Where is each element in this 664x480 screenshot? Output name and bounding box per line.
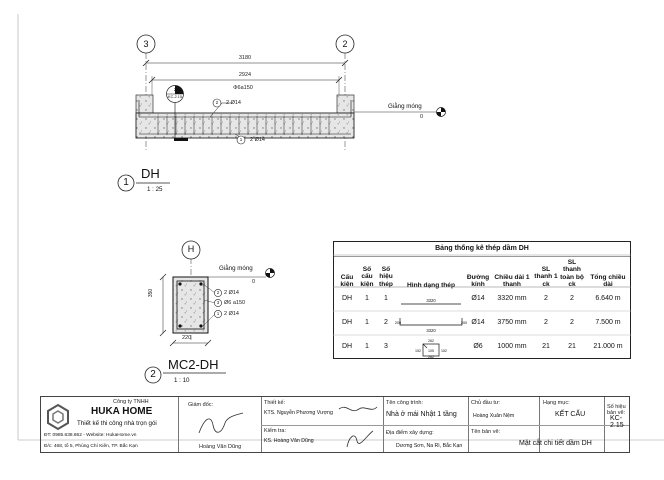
shape-dim: 152: [441, 349, 447, 353]
table-header: SL thanh 1 ck: [534, 266, 558, 288]
table-header: Tổng chiều dài: [590, 274, 626, 289]
location-label: Địa điểm xây dựng:: [386, 430, 434, 436]
table-cell: 2: [544, 319, 548, 326]
table-cell: 3320 mm: [497, 295, 527, 302]
table-cell: DH: [341, 319, 353, 326]
table-cell: Ø6: [473, 343, 483, 350]
view-number-1: 1: [123, 177, 129, 188]
top-bar-mark: 2: [215, 100, 219, 105]
category-name: KẾT CẤU: [555, 411, 586, 418]
table-header: Số cấu kiện: [360, 266, 374, 288]
table-cell: 1: [384, 295, 388, 302]
table-header: Đường kính: [466, 274, 490, 289]
view-scale-2: 1 : 10: [174, 377, 190, 384]
table-header: Chiều dài 1 thanh: [494, 274, 530, 289]
table-cell: DH: [341, 343, 353, 350]
company-type: Công ty TNHH: [113, 399, 149, 405]
location-name: Dương Sơn, Na Rì, Bắc Kạn: [396, 443, 463, 449]
category-label: Hạng mục:: [543, 400, 570, 406]
level-label: Giằng móng: [388, 103, 422, 110]
section-cut-marker: [174, 138, 188, 141]
owner-label: Chủ đầu tư:: [471, 400, 501, 406]
view-scale-1: 1 : 25: [147, 186, 163, 193]
grid-label-2: 2: [342, 39, 348, 49]
section-callout-mark: 3: [216, 300, 220, 305]
top-bar-label: 2 Ø14: [226, 100, 241, 106]
director-name: Hoàng Văn Dũng: [199, 444, 242, 450]
table-cell: Ø14: [471, 319, 485, 326]
project-name: Nhà ở mái Nhật 1 tầng: [386, 411, 457, 418]
table-header: Cấu kiện: [340, 274, 354, 289]
company-contact: ĐT: 0985.638.862 - Website: HukaHome.vn: [44, 433, 137, 438]
section-width-dim: 220: [182, 335, 192, 341]
table-grid: [333, 241, 631, 359]
view-number-2: 2: [150, 369, 156, 380]
section-height-dim: 350: [148, 288, 154, 298]
section-callout-mark: 2: [216, 290, 220, 295]
table-cell: 7.500 m: [595, 319, 621, 326]
project-label: Tên công trình:: [386, 400, 423, 406]
column-right-stub: [337, 95, 354, 113]
table-cell: DH: [341, 295, 353, 302]
shape-dim: 262: [428, 339, 434, 343]
director-label: Giám đốc:: [188, 402, 214, 408]
title-block: [40, 396, 630, 453]
level-value: 0: [420, 114, 424, 120]
shape-dim: 3320: [426, 328, 436, 333]
table-cell: 2: [544, 295, 548, 302]
table-header: Số hiệu thép: [379, 266, 393, 288]
section-level-value: 0: [252, 279, 256, 285]
owner-name: Hoàng Xuân Nệm: [473, 413, 515, 419]
table-header: Hình dạng thép: [407, 282, 455, 289]
designer-signature: [337, 401, 381, 423]
grid-label-H: H: [187, 244, 195, 254]
stirrup-label: Φ6a150: [233, 85, 253, 91]
checker-signature: [341, 427, 381, 451]
table-cell: 2: [570, 295, 574, 302]
director-signature: [191, 411, 251, 441]
table-cell: 1: [365, 295, 369, 302]
shape-dim: 152: [415, 349, 421, 353]
company-name: HUKA HOME: [91, 406, 153, 417]
designer-name: KTS. Nguyễn Phương Vượng: [264, 410, 333, 416]
section-callout-label: Ø6 a150: [224, 300, 246, 306]
company-address: Đ/c: 468, tổ 5, Phùng Chí Kiên, TP. Bắc Kạn: [44, 444, 138, 449]
sheet-no-label: Số hiệu bản vẽ:: [607, 404, 626, 416]
shape-dim: 200: [460, 321, 468, 325]
section-level-label: Giằng móng: [219, 265, 253, 272]
sheet-name-label: Tên bản vẽ:: [471, 429, 501, 435]
sheet-no: KC-2.15: [610, 415, 624, 429]
table-cell: 21: [542, 343, 550, 350]
column-left-stub: [136, 95, 153, 113]
table-cell: 21.000 m: [593, 343, 623, 350]
table-cell: 1: [365, 319, 369, 326]
table-cell: 1: [365, 343, 369, 350]
checker-name: KS. Hoàng Văn Dũng: [264, 438, 314, 444]
table-cell: 6.640 m: [595, 295, 621, 302]
section-callout-label: 2 Ø14: [224, 290, 239, 296]
table-cell: Ø14: [471, 295, 485, 302]
company-slogan: Thiết kế thi công nhà trọn gói: [77, 420, 157, 427]
shape-dim: 262: [428, 355, 434, 359]
table-cell: 1000 mm: [497, 343, 527, 350]
bottom-bar-mark: 1: [239, 137, 243, 142]
section-tag-sheet: KC-2.15: [168, 95, 182, 99]
dim-overall-text: 3180: [238, 55, 252, 61]
table-cell: 3750 mm: [497, 319, 527, 326]
dim-inner-text: 2924: [238, 72, 252, 78]
shape-dim: 200: [394, 321, 402, 325]
table-cell: 2: [570, 319, 574, 326]
shape-dim: 105: [428, 349, 434, 353]
designer-label: Thiết kế:: [264, 400, 286, 406]
view-name-2: MC2-DH: [168, 357, 219, 372]
table-cell: 21: [568, 343, 576, 350]
company-logo: [46, 403, 70, 431]
bottom-bar-label: 2 Ø14: [250, 137, 265, 143]
sheet-name: Mặt cắt chi tiết dầm DH: [519, 440, 592, 447]
section-concrete: [173, 277, 208, 333]
section-callout-label: 2 Ø14: [224, 311, 239, 317]
table-header: SL thanh toàn bộ ck: [560, 259, 584, 289]
table-title: Bảng thống kê thép dầm DH: [334, 242, 630, 257]
checker-label: Kiểm tra:: [264, 428, 287, 434]
view-name-1: DH: [141, 166, 160, 181]
section-callout-mark: 1: [216, 311, 220, 316]
shape-dim: 3320: [426, 298, 436, 303]
table-cell: 3: [384, 343, 388, 350]
table-cell: 2: [384, 319, 388, 326]
grid-label-3: 3: [143, 39, 149, 49]
section-tag-number: 2: [173, 87, 177, 92]
